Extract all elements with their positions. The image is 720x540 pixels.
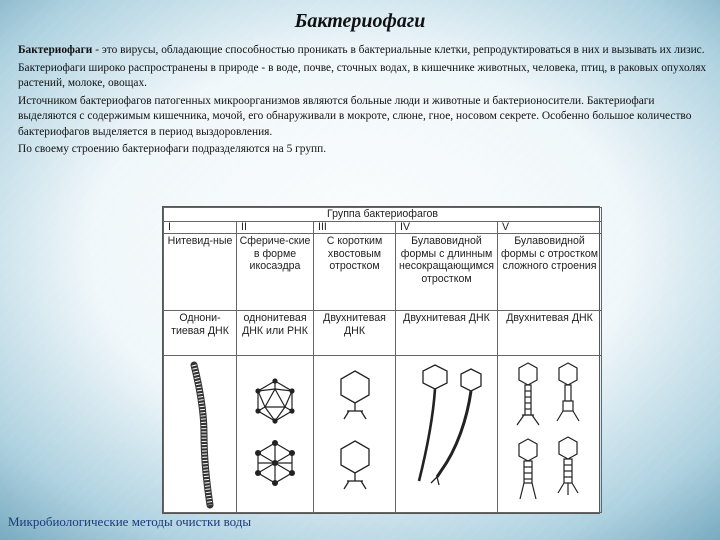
group-shape-5: Булавовидной формы с отростком сложного строения	[498, 234, 602, 311]
filamentous-phage-icon	[180, 359, 220, 509]
group-shape-1: Нитевид-ные	[164, 234, 237, 311]
short-tail-phage-icon	[325, 359, 385, 509]
definition-text: - это вирусы, обладающие способностью проникать в бактериальные клетки, репродуктироваться в них и вызывать их лизис.	[92, 44, 705, 56]
group-nucleic-acid-3: Двухнитевая ДНК	[314, 311, 396, 356]
long-tail-phage-icon	[407, 359, 487, 509]
classification-paragraph: По своему строению бактериофаги подразделяются на 5 групп.	[18, 143, 327, 155]
long-tail-phage-illustration	[396, 356, 498, 513]
definition-paragraph	[18, 43, 708, 59]
icosahedral-phage-illustration	[237, 356, 314, 513]
group-nucleic-acid-1: Однони-тиевая ДНК	[164, 311, 237, 356]
group-numeral-3: III	[314, 222, 396, 234]
body-text	[18, 43, 708, 160]
group-nucleic-acid-4: Двухнитевая ДНК	[396, 311, 498, 356]
group-shape-2: Сфериче-ские в форме икосаэдра	[237, 234, 314, 311]
page-title: Бактериофаги	[294, 10, 426, 32]
group-nucleic-acid-5: Двухнитевая ДНК	[498, 311, 602, 356]
group-shape-4: Булавовидной формы с длинным несокращающимся отростком	[396, 234, 498, 311]
sources-paragraph: Источником бактериофагов патогенных микроорганизмов являются больные люди и животные и бактерионосители. Бактериофаги выделяются с содержимым кишечника, мочой, его обнаруживали в мокроте, слюне, гное, носовом секрете. Особенно большое количество бактериофагов выделяется в период выздоровления.	[18, 94, 692, 138]
group-numeral-5: V	[498, 222, 602, 234]
bacteriophage-groups-table	[162, 206, 600, 514]
complex-tail-phage-icon	[510, 359, 590, 509]
icosahedron-icon	[245, 359, 305, 509]
distribution-paragraph: Бактериофаги широко распространены в природе - в воде, почве, сточных водах, в кишечнике животных, человека, птиц, в раковых опухолях растений, молоке, овощах.	[18, 61, 707, 89]
complex-tail-phage-illustration	[498, 356, 602, 513]
footer-caption: Микробиологические методы очистки воды	[8, 514, 252, 529]
group-shape-3: С коротким хвостовым отростком	[314, 234, 396, 311]
short-tail-phage-illustration	[314, 356, 396, 513]
group-numeral-2: II	[237, 222, 314, 234]
group-nucleic-acid-2: однонитевая ДНК или РНК	[237, 311, 314, 356]
lead-term: Бактериофаги	[18, 44, 93, 56]
filamentous-phage-illustration	[164, 356, 237, 513]
group-numeral-4: IV	[396, 222, 498, 234]
group-header: Группа бактериофагов	[164, 208, 602, 222]
group-numeral-1: I	[164, 222, 237, 234]
